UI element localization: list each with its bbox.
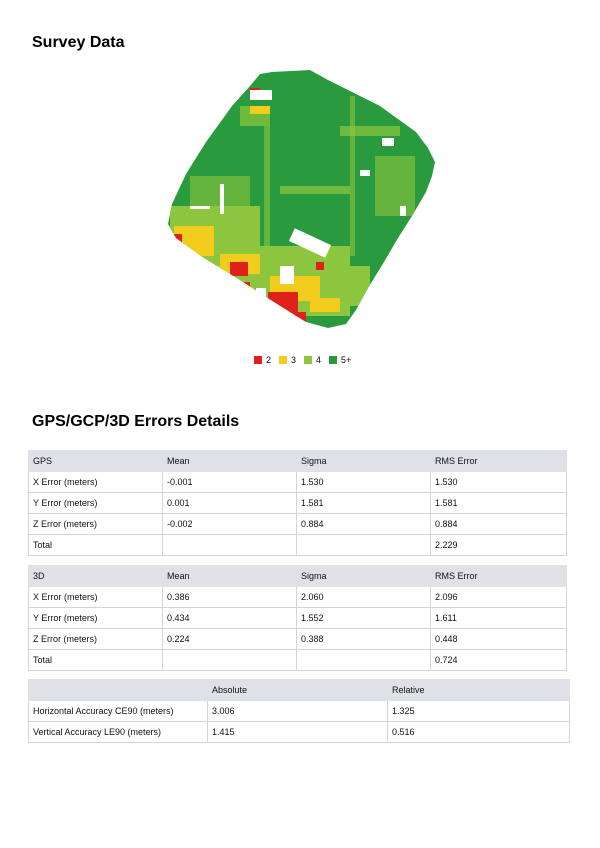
table-cell: 0.434: [163, 608, 297, 629]
table-cell: 0.388: [297, 629, 431, 650]
legend-swatch-icon: [279, 356, 287, 364]
header-cell: Mean: [163, 451, 297, 472]
errors-details-title: GPS/GCP/3D Errors Details: [32, 413, 240, 430]
table-cell: 3.006: [208, 701, 388, 722]
header-cell: GPS: [29, 451, 163, 472]
legend-swatch-icon: [254, 356, 262, 364]
header-cell: Relative: [388, 680, 570, 701]
table-cell: 1.552: [297, 608, 431, 629]
header-cell: 3D: [29, 566, 163, 587]
header-cell: Sigma: [297, 451, 431, 472]
table-cell: 2.060: [297, 587, 431, 608]
table-row: [29, 701, 570, 722]
3d-errors-table: [28, 565, 567, 671]
table-cell: 0.516: [388, 722, 570, 743]
table-cell: 1.581: [431, 493, 567, 514]
accuracy-table: [28, 679, 570, 743]
map-legend: [254, 355, 351, 365]
header-cell: Sigma: [297, 566, 431, 587]
table-cell: 0.386: [163, 587, 297, 608]
table-cell: 1.611: [431, 608, 567, 629]
table-row: [29, 608, 567, 629]
table-row: [29, 722, 570, 743]
table-cell: [163, 535, 297, 556]
table-cell: 0.884: [297, 514, 431, 535]
header-cell: [29, 680, 208, 701]
legend-label: 4: [316, 355, 322, 365]
legend-swatch-icon: [329, 356, 337, 364]
table-row: [29, 493, 567, 514]
table-header-row: [29, 451, 567, 472]
table-cell: Horizontal Accuracy CE90 (meters): [29, 701, 208, 722]
table-cell: -0.001: [163, 472, 297, 493]
legend-swatch-icon: [304, 356, 312, 364]
header-cell: Mean: [163, 566, 297, 587]
table-cell: Z Error (meters): [29, 629, 163, 650]
table-cell: 1.530: [431, 472, 567, 493]
legend-item: [254, 355, 271, 365]
table-cell: -0.002: [163, 514, 297, 535]
table-cell: 1.325: [388, 701, 570, 722]
gps-errors-table: [28, 450, 567, 556]
table-cell: [297, 650, 431, 671]
table-cell: 1.415: [208, 722, 388, 743]
survey-overlap-map: [160, 66, 450, 334]
table-header-row: [29, 680, 570, 701]
legend-label: 2: [266, 355, 272, 365]
legend-label: 5+: [341, 355, 352, 365]
header-cell: RMS Error: [431, 451, 567, 472]
legend-item: [304, 355, 321, 365]
table-cell: 0.224: [163, 629, 297, 650]
table-cell: Vertical Accuracy LE90 (meters): [29, 722, 208, 743]
table-cell: X Error (meters): [29, 472, 163, 493]
legend-label: 3: [291, 355, 297, 365]
table-cell: Total: [29, 535, 163, 556]
table-cell: 0.001: [163, 493, 297, 514]
table-row: [29, 587, 567, 608]
table-cell: 2.229: [431, 535, 567, 556]
table-row: [29, 650, 567, 671]
legend-item: [329, 355, 351, 365]
table-cell: 1.530: [297, 472, 431, 493]
table-row: [29, 629, 567, 650]
table-cell: 1.581: [297, 493, 431, 514]
table-cell: Total: [29, 650, 163, 671]
table-cell: [163, 650, 297, 671]
table-cell: [297, 535, 431, 556]
survey-data-title: Survey Data: [32, 34, 125, 51]
header-cell: Absolute: [208, 680, 388, 701]
table-cell: Z Error (meters): [29, 514, 163, 535]
table-cell: Y Error (meters): [29, 608, 163, 629]
table-cell: Y Error (meters): [29, 493, 163, 514]
table-header-row: [29, 566, 567, 587]
legend-item: [279, 355, 296, 365]
table-cell: 0.884: [431, 514, 567, 535]
table-cell: X Error (meters): [29, 587, 163, 608]
table-row: [29, 514, 567, 535]
table-row: [29, 472, 567, 493]
table-row: [29, 535, 567, 556]
table-cell: 0.448: [431, 629, 567, 650]
header-cell: RMS Error: [431, 566, 567, 587]
table-cell: 2.096: [431, 587, 567, 608]
table-cell: 0.724: [431, 650, 567, 671]
